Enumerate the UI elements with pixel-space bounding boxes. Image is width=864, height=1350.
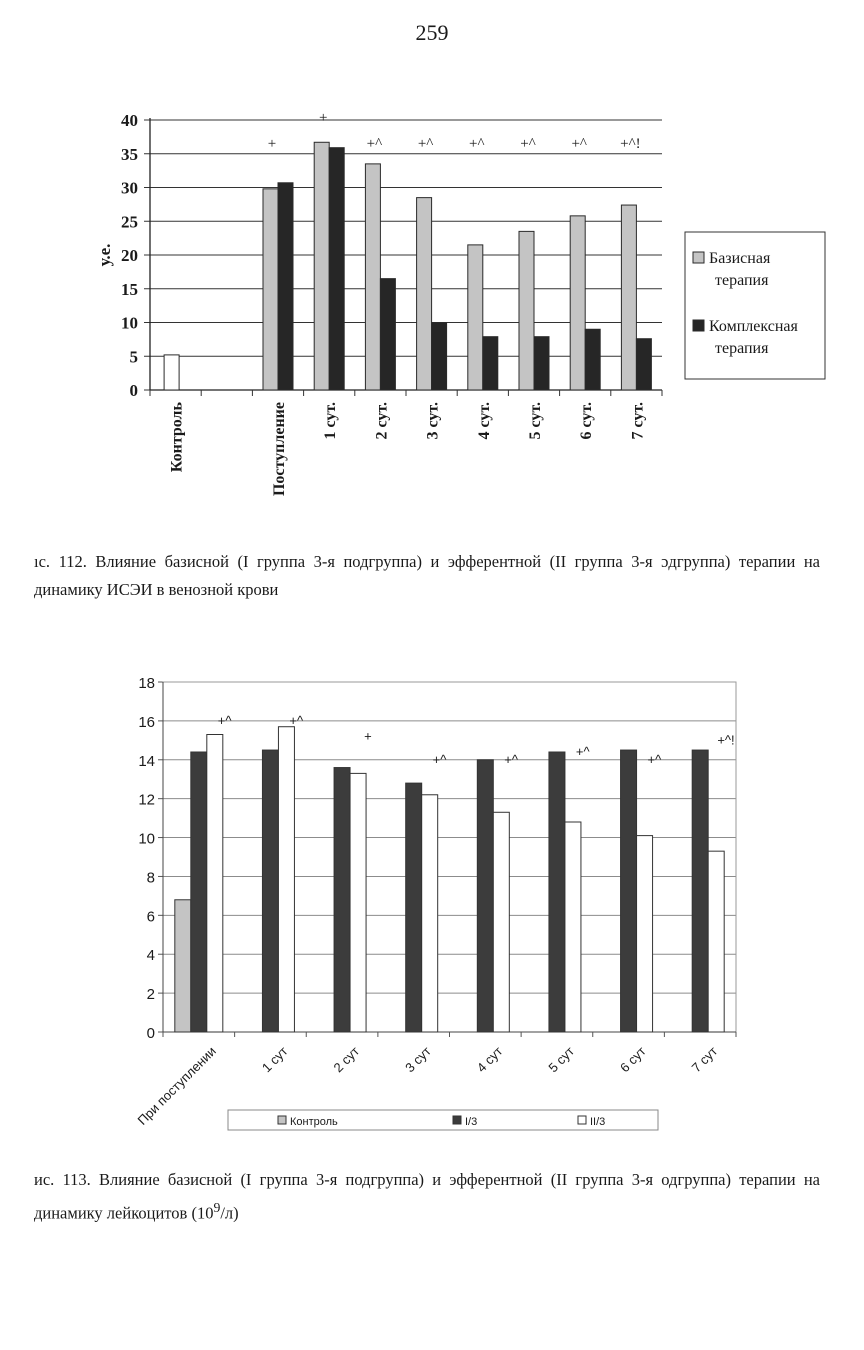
bar-i3 bbox=[621, 750, 637, 1032]
significance-marker: + bbox=[318, 110, 328, 126]
significance-marker: +^ bbox=[469, 136, 485, 152]
bar-ii3 bbox=[708, 851, 724, 1032]
y-tick-label: 2 bbox=[146, 986, 155, 1004]
x-category-label: Поступление bbox=[271, 402, 288, 497]
y-tick-label: 20 bbox=[121, 246, 138, 265]
bar-ii3 bbox=[350, 773, 366, 1032]
y-axis-label: у.е. bbox=[95, 243, 114, 267]
significance-marker: + bbox=[364, 728, 372, 744]
significance-marker: +^! bbox=[620, 136, 641, 152]
chart-leukocytes bbox=[0, 665, 864, 1145]
y-tick-label: 4 bbox=[146, 947, 155, 965]
page-number: 259 bbox=[415, 20, 449, 45]
bar-complex-therapy bbox=[483, 337, 498, 390]
bar-i3 bbox=[334, 768, 350, 1032]
chart-isei bbox=[0, 95, 864, 530]
chart-leukocytes-svg bbox=[0, 665, 864, 1140]
legend-label-1: I/3 bbox=[465, 1116, 478, 1128]
bar-complex-therapy bbox=[329, 148, 344, 390]
bar-ii3 bbox=[278, 727, 294, 1032]
y-tick-label: 15 bbox=[121, 279, 138, 299]
legend-swatch-complex bbox=[693, 320, 704, 331]
figure-113-caption-unit: /л) bbox=[220, 1203, 239, 1223]
significance-marker: +^ bbox=[504, 751, 518, 767]
x-category-label: 3 сут bbox=[402, 1043, 434, 1076]
bar-i3 bbox=[477, 760, 493, 1032]
significance-marker: +^ bbox=[366, 136, 383, 152]
bar-complex-therapy bbox=[534, 337, 549, 390]
bar-basic-therapy bbox=[621, 205, 636, 390]
x-category-label: 7 сут bbox=[688, 1043, 721, 1076]
significance-marker: +^! bbox=[717, 732, 735, 748]
x-category-label: 5 сут bbox=[545, 1043, 578, 1076]
bar-i3 bbox=[406, 783, 422, 1032]
bar-complex-therapy bbox=[278, 183, 293, 390]
x-category-label: 2 сут bbox=[330, 1043, 363, 1076]
y-tick-label: 16 bbox=[138, 713, 155, 731]
y-tick-label: 14 bbox=[138, 752, 155, 770]
y-tick-label: 40 bbox=[121, 111, 138, 130]
y-tick-label: 0 bbox=[129, 381, 138, 400]
x-category-label: 5 сут. bbox=[527, 402, 544, 440]
x-category-label: Контроль bbox=[168, 402, 186, 473]
y-tick-label: 5 bbox=[129, 347, 138, 367]
bar-ii3 bbox=[565, 822, 581, 1032]
figure-113-caption-text: ис. 113. Влияние базисной (I группа 3-я подгруппа) и эфферентной (II группа 3-я одгруппа) терапии на динамику лейкоцитов (10 bbox=[34, 1170, 820, 1223]
bar-ii3 bbox=[493, 812, 509, 1032]
significance-marker: +^ bbox=[417, 136, 434, 152]
x-category-label: 1 сут bbox=[258, 1043, 291, 1076]
legend-label-basic-line1: Базисная bbox=[709, 250, 771, 267]
legend-label-complex-line2: терапия bbox=[715, 340, 769, 357]
significance-marker: +^ bbox=[647, 751, 662, 767]
legend-swatch-0 bbox=[278, 1116, 286, 1124]
significance-marker: +^ bbox=[289, 712, 304, 728]
bar-basic-therapy bbox=[417, 198, 432, 390]
x-category-label: 2 сут. bbox=[373, 402, 391, 440]
legend-swatch-2 bbox=[578, 1116, 586, 1124]
legend-label-complex-line1: Комплексная bbox=[709, 318, 798, 335]
y-tick-label: 10 bbox=[138, 830, 155, 848]
bar-ii3 bbox=[422, 795, 438, 1032]
figure-112-caption: ıс. 112. Влияние базисной (I группа 3-я подгруппа) и эфферентной (II группа 3-я ɔдгруппа) терапии на динамику ИСЭИ в венозной крови bbox=[34, 552, 820, 599]
legend-label-2: II/3 bbox=[590, 1116, 606, 1128]
chart-isei-svg bbox=[0, 95, 864, 525]
legend-swatch-basic bbox=[693, 252, 704, 263]
figure-113-caption bbox=[34, 1166, 820, 1228]
bar-basic-therapy bbox=[570, 216, 585, 390]
bar-ii3 bbox=[207, 735, 223, 1033]
x-category-label: 3 сут. bbox=[424, 402, 442, 440]
y-tick-label: 10 bbox=[121, 313, 138, 333]
significance-marker: +^ bbox=[571, 136, 587, 152]
y-tick-label: 12 bbox=[138, 791, 155, 809]
x-category-label: 6 сут. bbox=[578, 402, 596, 440]
y-tick-label: 6 bbox=[146, 908, 155, 926]
bar-control bbox=[175, 900, 191, 1032]
significance-marker: +^ bbox=[432, 751, 447, 767]
bar-basic-therapy bbox=[519, 231, 534, 390]
bar-control bbox=[164, 355, 179, 390]
significance-marker: +^ bbox=[575, 744, 590, 759]
x-category-label: 1 сут. bbox=[322, 402, 340, 440]
y-tick-label: 18 bbox=[138, 675, 155, 692]
significance-marker: +^ bbox=[217, 712, 232, 728]
x-category-label: 4 сут. bbox=[475, 402, 493, 440]
significance-marker: +^ bbox=[520, 136, 536, 152]
bar-basic-therapy bbox=[263, 189, 278, 390]
y-tick-label: 30 bbox=[121, 178, 138, 198]
legend-swatch-1 bbox=[453, 1116, 461, 1124]
bar-basic-therapy bbox=[365, 164, 380, 390]
x-category-label: 4 сут bbox=[473, 1043, 506, 1076]
bar-basic-therapy bbox=[468, 245, 483, 390]
legend-label-basic-line2: терапия bbox=[715, 272, 769, 289]
legend-label-0: Контроль bbox=[290, 1116, 338, 1128]
bar-complex-therapy bbox=[636, 339, 651, 390]
bar-complex-therapy bbox=[432, 323, 447, 391]
x-category-label: 7 сут. bbox=[629, 402, 647, 440]
bar-ii3 bbox=[637, 836, 653, 1032]
y-tick-label: 0 bbox=[146, 1025, 155, 1042]
y-tick-label: 8 bbox=[146, 869, 155, 887]
figure-113-caption-exponent: 9 bbox=[213, 1200, 221, 1215]
bar-complex-therapy bbox=[380, 279, 395, 390]
x-category-label: 6 сут bbox=[617, 1043, 649, 1076]
y-tick-label: 25 bbox=[121, 212, 138, 232]
bar-i3 bbox=[191, 752, 207, 1032]
significance-marker: + bbox=[267, 136, 277, 152]
bar-i3 bbox=[549, 752, 565, 1032]
x-category-label: При поступлении bbox=[134, 1043, 219, 1128]
bar-complex-therapy bbox=[585, 329, 600, 390]
bar-i3 bbox=[692, 750, 708, 1032]
y-tick-label: 35 bbox=[121, 144, 138, 164]
bar-basic-therapy bbox=[314, 142, 329, 390]
bar-i3 bbox=[262, 750, 278, 1032]
